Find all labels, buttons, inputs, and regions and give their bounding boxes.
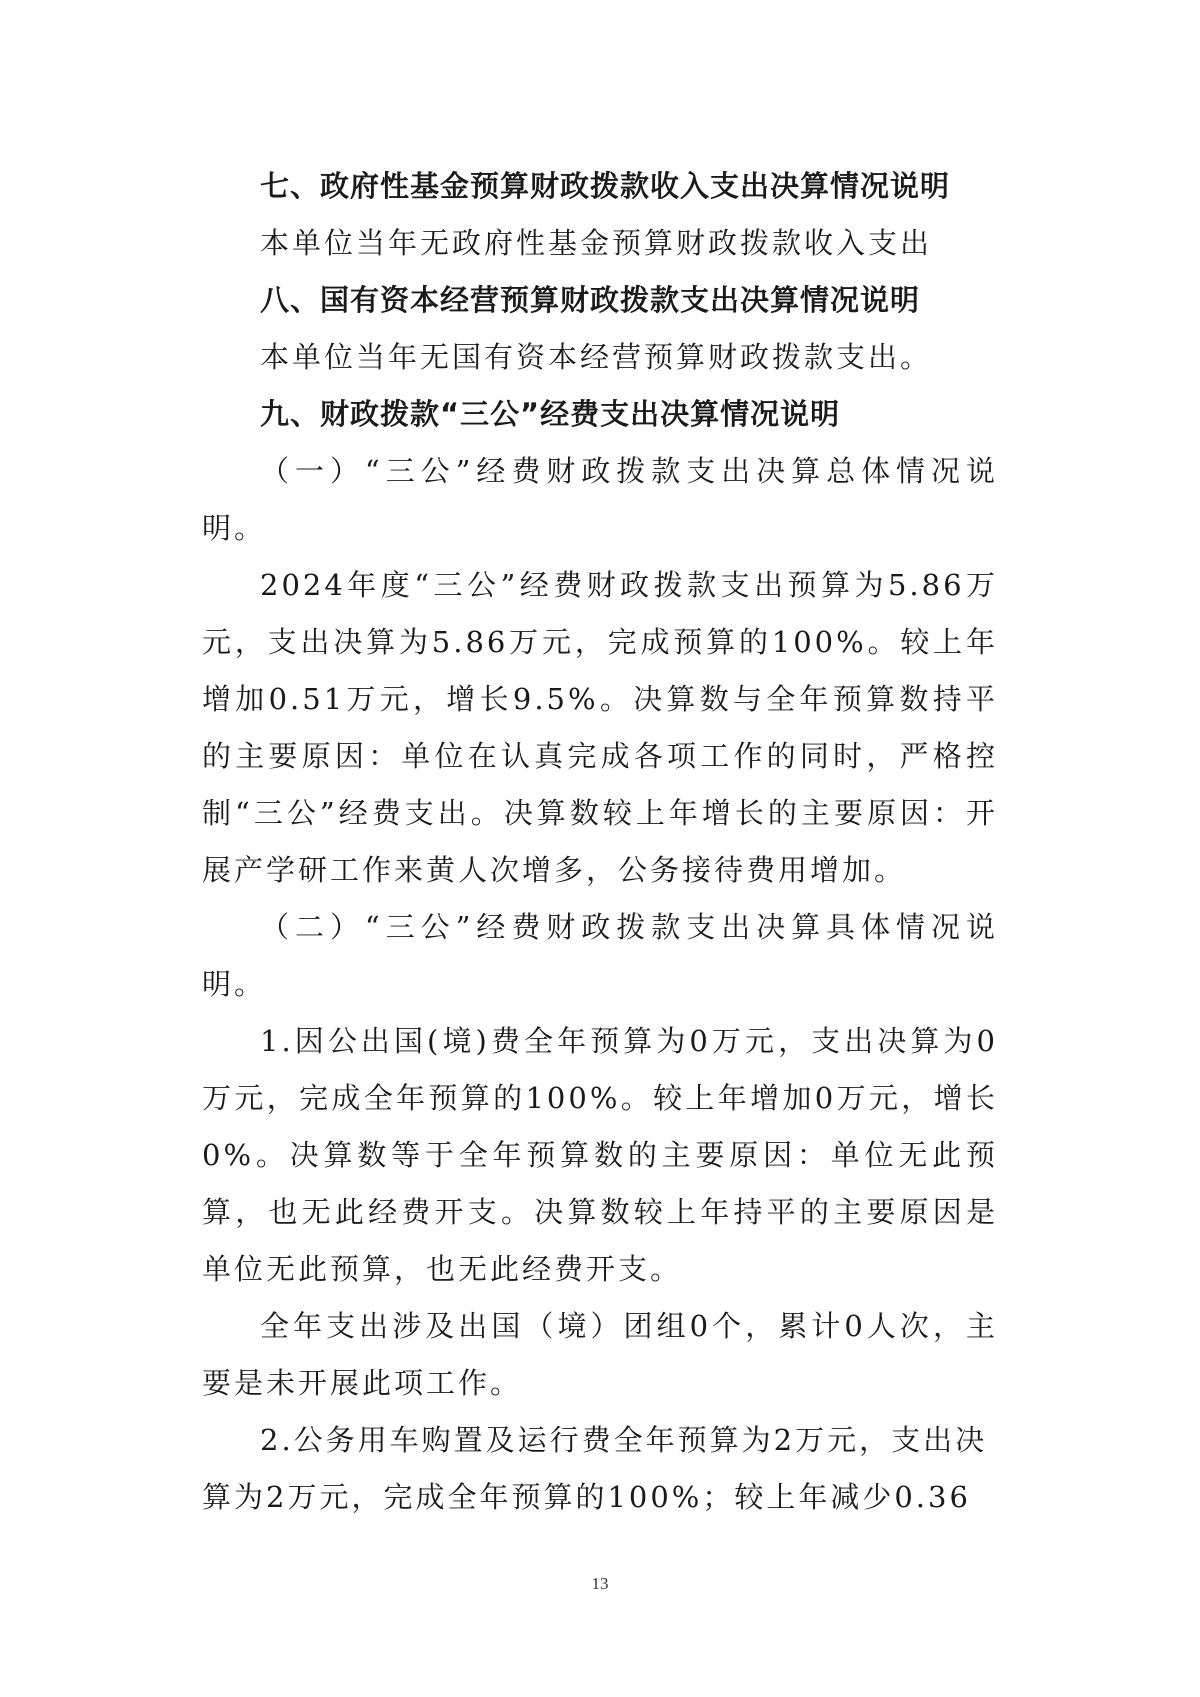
- para-section-8-body: 本单位当年无国有资本经营预算财政拨款支出。: [260, 340, 933, 374]
- heading-section-7: 七、政府性基金预算财政拨款收入支出决算情况说明: [260, 169, 951, 203]
- page-number: 13: [591, 1574, 609, 1593]
- para-item-2-vehicles: 2.公务用车购置及运行费全年预算为2万元，支出决算为2万元，完成全年预算的100%；较上年减少0.36: [202, 1423, 988, 1514]
- para-subheading-1: （一）“三公”经费财政拨款支出决算总体情况说明。: [202, 454, 998, 545]
- heading-section-9: 九、财政拨款“三公”经费支出决算情况说明: [260, 397, 841, 431]
- para-item-1-overseas: 1.因公出国(境)费全年预算为0万元，支出决算为0万元，完成全年预算的100%。较上年增加0万元，增长0%。决算数等于全年预算数的主要原因：单位无此预算，也无此经费开支。决算数较上年持平的主要原因是单位无此预算，也无此经费开支。: [202, 1024, 998, 1286]
- para-subheading-2: （二）“三公”经费财政拨款支出决算具体情况说明。: [202, 910, 998, 1001]
- para-overall-summary: 2024年度“三公”经费财政拨款支出预算为5.86万元，支出决算为5.86万元，完成预算的100%。较上年增加0.51万元，增长9.5%。决算数与全年预算数持平的主要原因：单位在认真完成各项工作的同时，严格控制“三公”经费支出。决算数较上年增长的主要原因：开展产学研工作来黄人次增多，公务接待费用增加。: [202, 568, 998, 887]
- para-overseas-groups: 全年支出涉及出国（境）团组0个，累计0人次，主要是未开展此项工作。: [202, 1309, 998, 1400]
- heading-section-8: 八、国有资本经营预算财政拨款支出决算情况说明: [260, 283, 921, 317]
- para-section-7-body: 本单位当年无政府性基金预算财政拨款收入支出: [260, 226, 933, 260]
